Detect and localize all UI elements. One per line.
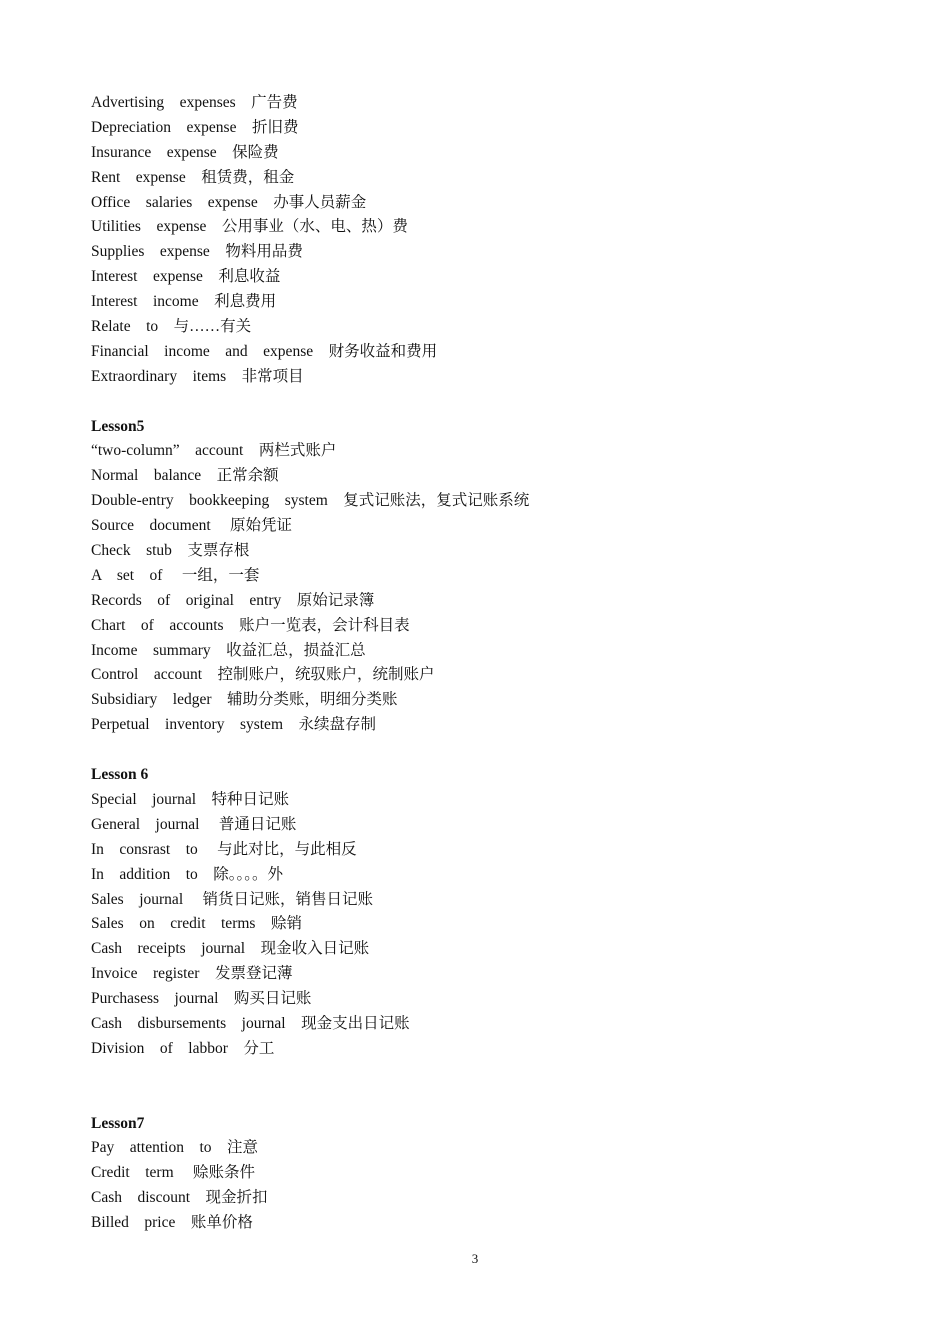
lesson7-heading: Lesson7 bbox=[91, 1114, 145, 1132]
vocab-line: Income summary 收益汇总，损益汇总 bbox=[91, 641, 366, 659]
vocab-line: Interest income 利息费用 bbox=[91, 293, 277, 311]
page-number: 3 bbox=[471, 1251, 479, 1266]
vocab-line: Subsidiary ledger 辅助分类账，明细分类账 bbox=[91, 691, 398, 709]
vocab-line: Cash receipts journal 现金收入日记账 bbox=[91, 940, 370, 958]
vocab-line: Credit term 赊账条件 bbox=[91, 1164, 256, 1182]
vocab-line: Records of original entry 原始记录簿 bbox=[91, 591, 375, 609]
vocab-line: Sales journal 销货日记账，销售日记账 bbox=[91, 890, 373, 908]
vocab-line: Rent expense 租赁费，租金 bbox=[91, 168, 295, 186]
vocab-line: Normal balance 正常余额 bbox=[91, 467, 279, 485]
vocab-line: Interest expense 利息收益 bbox=[91, 268, 281, 286]
spacer bbox=[91, 738, 851, 763]
vocab-line: Billed price 账单价格 bbox=[91, 1214, 253, 1232]
vocab-line: Insurance expense 保险费 bbox=[91, 143, 279, 161]
vocab-line: Sales on credit terms 赊销 bbox=[91, 915, 302, 933]
spacer bbox=[91, 390, 851, 415]
vocab-line: Office salaries expense 办事人员薪金 bbox=[91, 193, 367, 211]
vocabulary-content bbox=[91, 91, 851, 1236]
vocab-line: Source document 原始凭证 bbox=[91, 517, 293, 535]
vocab-line: “two-column” account 两栏式账户 bbox=[91, 442, 337, 460]
lesson6-section bbox=[91, 763, 851, 1062]
vocab-line: Relate to 与……有关 bbox=[91, 318, 252, 336]
vocab-line: Pay attention to 注意 bbox=[91, 1139, 259, 1157]
vocab-line: Invoice register 发票登记薄 bbox=[91, 965, 293, 983]
vocab-line: Double-entry bookkeeping system 复式记账法，复式记账系统 bbox=[91, 492, 530, 510]
vocab-line: In consrast to 与此对比，与此相反 bbox=[91, 840, 357, 858]
vocab-line: Utilities expense 公用事业（水、电、热）费 bbox=[91, 218, 408, 236]
vocab-line: Depreciation expense 折旧费 bbox=[91, 118, 299, 136]
vocab-line: Financial income and expense 财务收益和费用 bbox=[91, 342, 438, 360]
lesson6-heading: Lesson 6 bbox=[91, 766, 149, 784]
vocab-line: Purchasess journal 购买日记账 bbox=[91, 990, 312, 1008]
vocab-line: Extraordinary items 非常项目 bbox=[91, 367, 304, 385]
vocab-line: Division of labbor 分工 bbox=[91, 1039, 275, 1057]
vocab-line: A set of 一组，一套 bbox=[91, 566, 260, 584]
vocab-line: General journal 普通日记账 bbox=[91, 815, 297, 833]
lesson7-section bbox=[91, 1112, 851, 1236]
vocab-line: Advertising expenses 广告费 bbox=[91, 94, 298, 111]
vocab-line: Cash discount 现金折扣 bbox=[91, 1189, 268, 1207]
vocab-line: Special journal 特种日记账 bbox=[91, 790, 290, 808]
vocab-line: Chart of accounts 账户一览表，会计科目表 bbox=[91, 616, 410, 634]
spacer bbox=[91, 1062, 851, 1112]
lesson5-heading: Lesson5 bbox=[91, 417, 145, 435]
vocab-line: Supplies expense 物料用品费 bbox=[91, 243, 303, 261]
vocab-line: Control account 控制账户，统驭账户，统制账户 bbox=[91, 666, 435, 684]
vocab-line: Cash disbursements journal 现金支出日记账 bbox=[91, 1014, 410, 1032]
lesson5-section bbox=[91, 415, 851, 739]
vocab-line: In addition to 除。。。。外 bbox=[91, 865, 284, 883]
vocab-line: Check stub 支票存根 bbox=[91, 542, 250, 560]
expense-terms-list bbox=[91, 91, 851, 390]
vocab-line: Perpetual inventory system 永续盘存制 bbox=[91, 716, 376, 734]
